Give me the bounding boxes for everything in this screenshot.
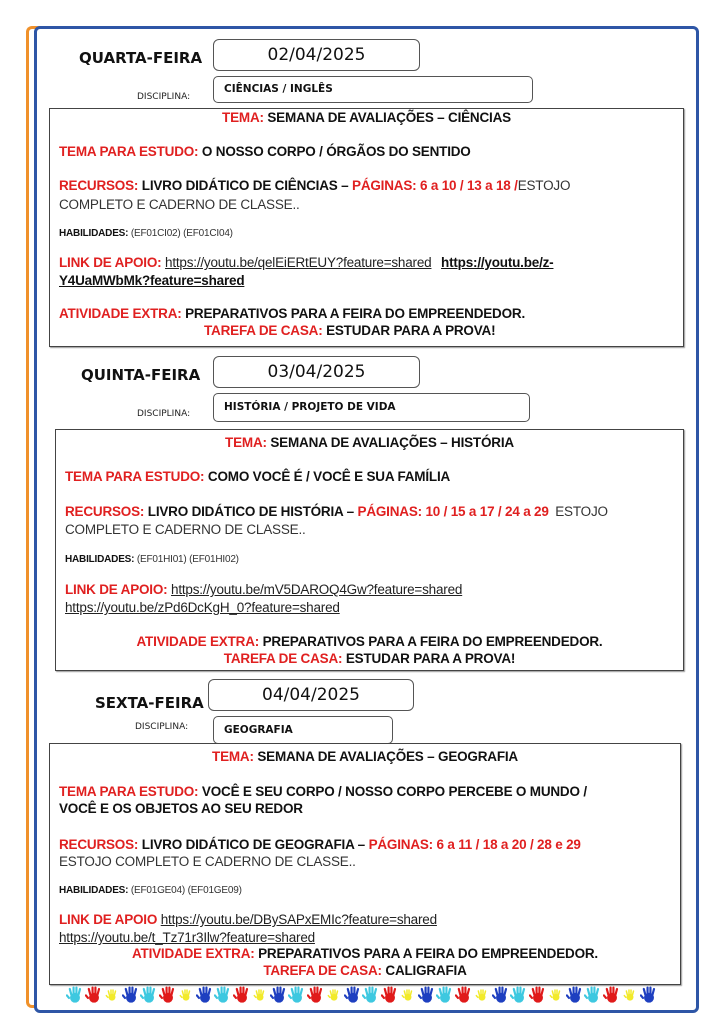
recursos-line <box>65 504 608 519</box>
hand-print-icon <box>547 984 566 1006</box>
recursos-line-2: ESTOJO COMPLETO E CADERNO DE CLASSE.. <box>59 854 356 869</box>
hand-print-icon <box>584 984 603 1006</box>
hand-print-icon <box>492 984 511 1006</box>
tema-value: SEMANA DE AVALIAÇÕES – CIÊNCIAS <box>267 110 511 125</box>
tarefa-label: TAREFA DE CASA: <box>204 323 323 338</box>
link-line <box>65 582 462 597</box>
hand-print-icon <box>362 984 381 1006</box>
hand-print-icon <box>344 984 363 1006</box>
recursos-line <box>59 178 570 193</box>
support-link-2-cont[interactable]: Y4UaMWbMk?feature=shared <box>59 273 245 288</box>
hands-decoration-border <box>66 984 660 1006</box>
extra-line <box>56 634 683 649</box>
habilidades-label: HABILIDADES: <box>65 554 135 565</box>
habilidades-line <box>65 554 239 565</box>
recursos-line-2: COMPLETO E CADERNO DE CLASSE.. <box>65 522 306 537</box>
extra-value: PREPARATIVOS PARA A FEIRA DO EMPREENDEDOR. <box>185 306 526 321</box>
tema-line <box>50 110 683 125</box>
hand-print-icon <box>455 984 474 1006</box>
link-line <box>59 255 553 270</box>
discipline-field[interactable]: GEOGRAFIA <box>213 716 393 744</box>
estudo-value: COMO VOCÊ É / VOCÊ E SUA FAMÍLIA <box>207 469 451 484</box>
hand-print-icon <box>103 984 122 1006</box>
link-line-2 <box>65 600 340 615</box>
date-field[interactable]: 04/04/2025 <box>208 679 414 711</box>
hand-print-icon <box>251 984 270 1006</box>
hand-print-icon <box>66 984 85 1006</box>
link-label: LINK DE APOIO: <box>59 255 162 270</box>
hand-print-icon <box>177 984 196 1006</box>
discipline-label: DISCIPLINA: <box>137 409 191 419</box>
link-line <box>59 912 437 927</box>
habilidades-line <box>59 228 233 239</box>
tarefa-line <box>56 651 683 666</box>
recursos-tail: ESTOJO <box>517 178 571 193</box>
link-label: LINK DE APOIO: <box>65 582 168 597</box>
hand-print-icon <box>288 984 307 1006</box>
hand-print-icon <box>307 984 326 1006</box>
support-link-1[interactable]: https://youtu.be/mV5DAROQ4Gw?feature=shared <box>171 582 463 597</box>
estudo-line <box>59 144 471 159</box>
support-link-2[interactable]: https://youtu.be/zPd6DcKgH_0?feature=shared <box>65 600 340 615</box>
date-field[interactable]: 03/04/2025 <box>213 356 420 388</box>
recursos-pages: PÁGINAS: 10 / 15 a 17 / 24 a 29 <box>357 504 549 519</box>
habilidades-value: (EF01HI01) (EF01HI02) <box>136 554 239 565</box>
habilidades-value: (EF01GE04) (EF01GE09) <box>130 885 242 896</box>
discipline-field[interactable]: CIÊNCIAS / INGLÊS <box>213 76 533 103</box>
hand-print-icon <box>381 984 400 1006</box>
lesson-content-box <box>55 429 684 671</box>
recursos-label: RECURSOS: <box>65 504 145 519</box>
extra-value: PREPARATIVOS PARA A FEIRA DO EMPREENDEDOR. <box>258 946 598 961</box>
tema-line <box>50 749 680 764</box>
tarefa-label: TAREFA DE CASA: <box>223 651 343 666</box>
discipline-field[interactable]: HISTÓRIA / PROJETO DE VIDA <box>213 393 530 422</box>
estudo-label: TEMA PARA ESTUDO: <box>65 469 205 484</box>
hand-print-icon <box>325 984 344 1006</box>
hand-print-icon <box>233 984 252 1006</box>
recursos-line <box>59 837 581 852</box>
tarefa-value: ESTUDAR PARA A PROVA! <box>326 323 496 338</box>
date-field[interactable]: 02/04/2025 <box>213 39 420 71</box>
tema-value: SEMANA DE AVALIAÇÕES – GEOGRAFIA <box>257 749 518 764</box>
lesson-content-box <box>49 108 684 347</box>
recursos-label: RECURSOS: <box>59 178 139 193</box>
estudo-label: TEMA PARA ESTUDO: <box>59 144 199 159</box>
extra-label: ATIVIDADE EXTRA: <box>59 306 182 321</box>
tarefa-line <box>50 963 680 978</box>
support-link-1[interactable]: https://youtu.be/DBySAPxEMIc?feature=shared <box>160 912 437 927</box>
recursos-label: RECURSOS: <box>59 837 139 852</box>
hand-print-icon <box>473 984 492 1006</box>
hand-print-icon <box>621 984 640 1006</box>
recursos-book: LIVRO DIDÁTICO DE CIÊNCIAS – <box>141 178 349 193</box>
support-link-2[interactable]: https://youtu.be/z- <box>441 255 554 270</box>
hand-print-icon <box>399 984 418 1006</box>
hand-print-icon <box>566 984 585 1006</box>
hand-print-icon <box>140 984 159 1006</box>
habilidades-label: HABILIDADES: <box>59 228 129 239</box>
hand-print-icon <box>196 984 215 1006</box>
estudo-value: O NOSSO CORPO / ÓRGÃOS DO SENTIDO <box>201 144 471 159</box>
extra-label: ATIVIDADE EXTRA: <box>131 946 255 961</box>
estudo-line <box>59 784 587 799</box>
hand-print-icon <box>122 984 141 1006</box>
weekday-label: QUARTA-FEIRA <box>79 49 203 67</box>
weekday-label: SEXTA-FEIRA <box>95 694 204 712</box>
extra-line <box>59 306 525 321</box>
extra-value: PREPARATIVOS PARA A FEIRA DO EMPREENDEDOR. <box>262 634 603 649</box>
lesson-content-box <box>49 743 681 985</box>
habilidades-label: HABILIDADES: <box>59 885 129 896</box>
support-link-2[interactable]: https://youtu.be/t_Tz71r3Ilw?feature=shared <box>59 930 315 945</box>
discipline-label: DISCIPLINA: <box>137 92 191 102</box>
recursos-line-2: COMPLETO E CADERNO DE CLASSE.. <box>59 197 300 212</box>
hand-print-icon <box>159 984 178 1006</box>
tema-line <box>56 435 683 450</box>
hand-print-icon <box>529 984 548 1006</box>
link-label: LINK DE APOIO <box>59 912 158 927</box>
estudo-label: TEMA PARA ESTUDO: <box>59 784 199 799</box>
hand-print-icon <box>85 984 104 1006</box>
habilidades-value: (EF01CI02) (EF01CI04) <box>130 228 233 239</box>
recursos-book: LIVRO DIDÁTICO DE HISTÓRIA – <box>147 504 354 519</box>
hand-print-icon <box>270 984 289 1006</box>
tarefa-line <box>204 323 495 338</box>
estudo-line <box>65 469 450 484</box>
recursos-tail: ESTOJO <box>555 504 608 519</box>
hand-print-icon <box>418 984 437 1006</box>
tema-label: TEMA: <box>225 435 267 450</box>
support-link-1[interactable]: https://youtu.be/qelEiERtEUY?feature=shared <box>165 255 432 270</box>
tarefa-value: CALIGRAFIA <box>385 963 467 978</box>
tema-label: TEMA: <box>222 110 264 125</box>
tema-value: SEMANA DE AVALIAÇÕES – HISTÓRIA <box>270 435 514 450</box>
hand-print-icon <box>436 984 455 1006</box>
habilidades-line <box>59 885 242 896</box>
hand-print-icon <box>214 984 233 1006</box>
estudo-line-2: VOCÊ E OS OBJETOS AO SEU REDOR <box>59 801 303 816</box>
hand-print-icon <box>640 984 659 1006</box>
estudo-value: VOCÊ E SEU CORPO / NOSSO CORPO PERCEBE O MUNDO / <box>201 784 587 799</box>
tarefa-value: ESTUDAR PARA A PROVA! <box>345 651 516 666</box>
hand-print-icon <box>510 984 529 1006</box>
hand-print-icon <box>603 984 622 1006</box>
link-line-2 <box>59 930 315 945</box>
recursos-book: LIVRO DIDÁTICO DE GEOGRAFIA – <box>141 837 365 852</box>
tema-label: TEMA: <box>212 749 254 764</box>
discipline-label: DISCIPLINA: <box>135 722 189 732</box>
weekday-label: QUINTA-FEIRA <box>81 366 201 384</box>
tarefa-label: TAREFA DE CASA: <box>263 963 382 978</box>
recursos-pages: PÁGINAS: 6 a 10 / 13 a 18 / <box>352 178 518 193</box>
link-line-2 <box>59 273 244 288</box>
extra-label: ATIVIDADE EXTRA: <box>136 634 260 649</box>
recursos-pages: PÁGINAS: 6 a 11 / 18 a 20 / 28 e 29 <box>368 837 581 852</box>
extra-line <box>50 946 680 961</box>
